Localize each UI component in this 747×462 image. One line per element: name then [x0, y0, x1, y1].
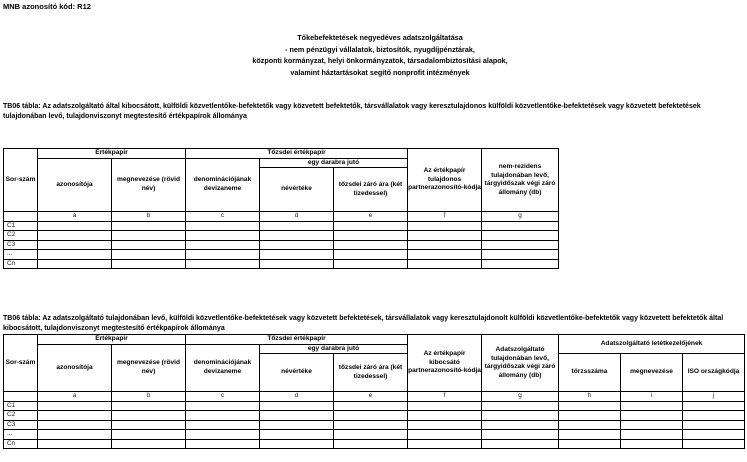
- t1-letter: e: [334, 212, 408, 222]
- page-code: MNB azonosító kód: R12: [3, 2, 91, 11]
- data-cell[interactable]: [334, 420, 408, 430]
- data-cell[interactable]: [482, 430, 559, 440]
- t2-letter: i: [621, 392, 683, 402]
- data-cell[interactable]: [260, 240, 334, 250]
- row-label: Cn: [4, 439, 38, 449]
- data-cell[interactable]: [408, 430, 482, 440]
- data-cell[interactable]: [559, 420, 621, 430]
- t1-h-tozsdei: Tőzsdei értékpapír: [186, 149, 408, 159]
- data-cell[interactable]: [334, 240, 408, 250]
- data-cell[interactable]: [408, 250, 482, 260]
- data-cell[interactable]: [683, 439, 745, 449]
- data-cell[interactable]: [334, 250, 408, 260]
- data-cell[interactable]: [334, 401, 408, 411]
- data-cell[interactable]: [482, 259, 559, 269]
- heading-line-4: valamint háztartásokat segítő nonprofit intézmények: [290, 67, 470, 77]
- data-cell[interactable]: [482, 250, 559, 260]
- t1-letter: c: [186, 212, 260, 222]
- data-cell[interactable]: [408, 240, 482, 250]
- row-label: C3: [4, 240, 38, 250]
- data-cell[interactable]: [38, 231, 112, 241]
- data-cell[interactable]: [186, 231, 260, 241]
- t1-h-azonositoja: azonosítója: [38, 158, 112, 212]
- data-cell[interactable]: [408, 259, 482, 269]
- data-cell[interactable]: [186, 240, 260, 250]
- t2-h-denominacio: denominációjának devizaneme: [186, 344, 260, 392]
- row-label: C1: [4, 401, 38, 411]
- data-cell[interactable]: [260, 259, 334, 269]
- data-cell[interactable]: [186, 250, 260, 260]
- table1: [3, 148, 559, 269]
- t2-h-sorszam: Sor-szám: [4, 335, 38, 392]
- t2-h-torzsszama: törzsszáma: [559, 354, 621, 392]
- t1-letter: b: [112, 212, 186, 222]
- table-row: [4, 250, 559, 260]
- t2-letter: b: [112, 392, 186, 402]
- data-cell[interactable]: [260, 401, 334, 411]
- t2-h-azonositoja: azonosítója: [38, 344, 112, 392]
- row-label: ...: [4, 430, 38, 440]
- data-cell[interactable]: [186, 439, 260, 449]
- t1-letter: a: [38, 212, 112, 222]
- t1-h-nem-rezidens: nem-rezidens tulajdonában levő, tárgyidőszak végi záró állomány (db): [482, 149, 559, 212]
- table2: [3, 334, 745, 449]
- t2-letter: h: [559, 392, 621, 402]
- data-cell[interactable]: [38, 430, 112, 440]
- table2-title: TB06 tábla: Az adatszolgáltató tulajdonában levő, külföldi közvetlentőke-befektetések vagy közvetett befektetések, társvállalatok vagy keresztulajdonolt külföldi közvetlentőke-befektetők vagy közvetett befektetők által kibocsátott, tulajdonviszonyt megtestesítő értékpapírok állománya: [3, 315, 724, 332]
- data-cell[interactable]: [482, 411, 559, 421]
- table-row: [4, 430, 745, 440]
- t1-letter: d: [260, 212, 334, 222]
- data-cell[interactable]: [112, 439, 186, 449]
- t2-letter: c: [186, 392, 260, 402]
- data-cell[interactable]: [408, 411, 482, 421]
- data-cell[interactable]: [112, 430, 186, 440]
- data-cell[interactable]: [112, 240, 186, 250]
- t1-h-megnevezese: megnevezése (rövid név): [112, 158, 186, 212]
- t1-h-ertekpapir: Értékpapír: [38, 149, 186, 159]
- data-cell[interactable]: [38, 401, 112, 411]
- data-cell[interactable]: [334, 439, 408, 449]
- data-cell[interactable]: [621, 439, 683, 449]
- data-cell[interactable]: [38, 240, 112, 250]
- t2-letter: g: [482, 392, 559, 402]
- data-cell[interactable]: [186, 411, 260, 421]
- data-cell[interactable]: [334, 411, 408, 421]
- t1-letter-blank: [4, 212, 38, 222]
- data-cell[interactable]: [621, 411, 683, 421]
- data-cell[interactable]: [260, 411, 334, 421]
- data-cell[interactable]: [38, 420, 112, 430]
- data-cell[interactable]: [408, 439, 482, 449]
- t2-h-megnevezese: megnevezése (rövid név): [112, 344, 186, 392]
- data-cell[interactable]: [482, 420, 559, 430]
- data-cell[interactable]: [334, 221, 408, 231]
- table-row: [4, 221, 559, 231]
- t2-h-nevertek: névértéke: [260, 354, 334, 392]
- data-cell[interactable]: [408, 221, 482, 231]
- data-cell[interactable]: [334, 259, 408, 269]
- data-cell[interactable]: [683, 430, 745, 440]
- t1-letter: g: [482, 212, 559, 222]
- heading-line-2: - nem pénzügyi vállalatok, biztosítók, nyugdíjpénztárak,: [285, 44, 475, 54]
- data-cell[interactable]: [621, 401, 683, 411]
- data-cell[interactable]: [38, 411, 112, 421]
- data-cell[interactable]: [683, 401, 745, 411]
- data-cell[interactable]: [186, 221, 260, 231]
- t1-h-denominacio: denominációjának devizaneme: [186, 158, 260, 212]
- t2-h-megnevezese2: megnevezése: [621, 354, 683, 392]
- data-cell[interactable]: [260, 221, 334, 231]
- table-row: [4, 401, 745, 411]
- data-cell[interactable]: [112, 259, 186, 269]
- heading-line-3: központi kormányzat, helyi önkormányzatok, társadalombiztosítási alapok,: [252, 56, 508, 65]
- row-label: Cn: [4, 259, 38, 269]
- data-cell[interactable]: [408, 420, 482, 430]
- t2-letter: a: [38, 392, 112, 402]
- data-cell[interactable]: [38, 439, 112, 449]
- t1-letter: f: [408, 212, 482, 222]
- data-cell[interactable]: [482, 231, 559, 241]
- data-cell[interactable]: [112, 411, 186, 421]
- data-cell[interactable]: [482, 221, 559, 231]
- t2-h-tozsdei: Tőzsdei értékpapír: [186, 335, 408, 345]
- data-cell[interactable]: [621, 420, 683, 430]
- data-cell[interactable]: [334, 231, 408, 241]
- data-cell[interactable]: [559, 411, 621, 421]
- data-cell[interactable]: [559, 439, 621, 449]
- data-cell[interactable]: [559, 430, 621, 440]
- data-cell[interactable]: [186, 420, 260, 430]
- data-cell[interactable]: [112, 250, 186, 260]
- data-cell[interactable]: [38, 221, 112, 231]
- data-cell[interactable]: [186, 259, 260, 269]
- data-cell[interactable]: [38, 250, 112, 260]
- data-cell[interactable]: [186, 430, 260, 440]
- row-label: ...: [4, 250, 38, 260]
- data-cell[interactable]: [683, 411, 745, 421]
- data-cell[interactable]: [408, 231, 482, 241]
- table1-title: TB06 tábla: Az adatszolgáltató által kibocsátott, külföldi közvetlentőke-befektetők vagy közvetett befektetők, társvállalatok vagy keresztulajdonos külföldi közvetlentőke-befektetések vagy közvetett befektetések tulajdonában levő, tulajdonviszonyt megtestesítő értékpapírok állománya: [3, 103, 701, 120]
- data-cell[interactable]: [112, 401, 186, 411]
- data-cell[interactable]: [559, 401, 621, 411]
- data-cell[interactable]: [38, 259, 112, 269]
- data-cell[interactable]: [260, 420, 334, 430]
- t2-h-ertekpapir: Értékpapír: [38, 335, 186, 345]
- data-cell[interactable]: [621, 430, 683, 440]
- table-row: [4, 240, 559, 250]
- report-heading: [180, 32, 580, 78]
- t2-h-letetkezelo: Adatszolgáltató letétkezelőjének: [559, 335, 745, 354]
- t2-letter: f: [408, 392, 482, 402]
- t1-h-sorszam: Sor-szám: [4, 149, 38, 212]
- table-row: [4, 259, 559, 269]
- t2-h-kibocsato: Az értékpapír kibocsátó partnerazonosító-kódja: [408, 335, 482, 392]
- heading-line-1: Tőkebefektetések negyedéves adatszolgáltatása: [297, 33, 463, 42]
- t1-h-egy-darabra: egy darabra jutó: [260, 158, 408, 168]
- t2-letter: e: [334, 392, 408, 402]
- row-label: C2: [4, 231, 38, 241]
- data-cell[interactable]: [112, 420, 186, 430]
- t2-h-egy-darabra: egy darabra jutó: [260, 344, 408, 354]
- table-row: [4, 411, 745, 421]
- t2-h-adatszolg-tulajdon: Adatszolgáltató tulajdonában levő, tárgyidőszak végi záró állomány (db): [482, 335, 559, 392]
- row-label: C1: [4, 221, 38, 231]
- t2-h-iso: ISO országkódja: [683, 354, 745, 392]
- t2-h-tozsdei-zaro: tőzsdei záró ára (két tizedessel): [334, 354, 408, 392]
- data-cell[interactable]: [482, 240, 559, 250]
- table-row: [4, 439, 745, 449]
- t1-h-nevertek: névértéke: [260, 168, 334, 212]
- row-label: C3: [4, 420, 38, 430]
- data-cell[interactable]: [334, 430, 408, 440]
- data-cell[interactable]: [112, 231, 186, 241]
- data-cell[interactable]: [260, 231, 334, 241]
- t2-letter: d: [260, 392, 334, 402]
- row-label: C2: [4, 411, 38, 421]
- data-cell[interactable]: [186, 401, 260, 411]
- t2-letter-blank: [4, 392, 38, 402]
- t2-letter: j: [683, 392, 745, 402]
- t1-h-tozsdei-zaro: tőzsdei záró ára (két tizedessel): [334, 168, 408, 212]
- t1-h-partner: Az értékpapír tulajdonos partnerazonosító-kódja: [408, 149, 482, 212]
- data-cell[interactable]: [260, 250, 334, 260]
- data-cell[interactable]: [482, 439, 559, 449]
- data-cell[interactable]: [683, 420, 745, 430]
- data-cell[interactable]: [112, 221, 186, 231]
- data-cell[interactable]: [408, 401, 482, 411]
- data-cell[interactable]: [482, 401, 559, 411]
- data-cell[interactable]: [260, 430, 334, 440]
- table-row: [4, 231, 559, 241]
- data-cell[interactable]: [260, 439, 334, 449]
- table-row: [4, 420, 745, 430]
